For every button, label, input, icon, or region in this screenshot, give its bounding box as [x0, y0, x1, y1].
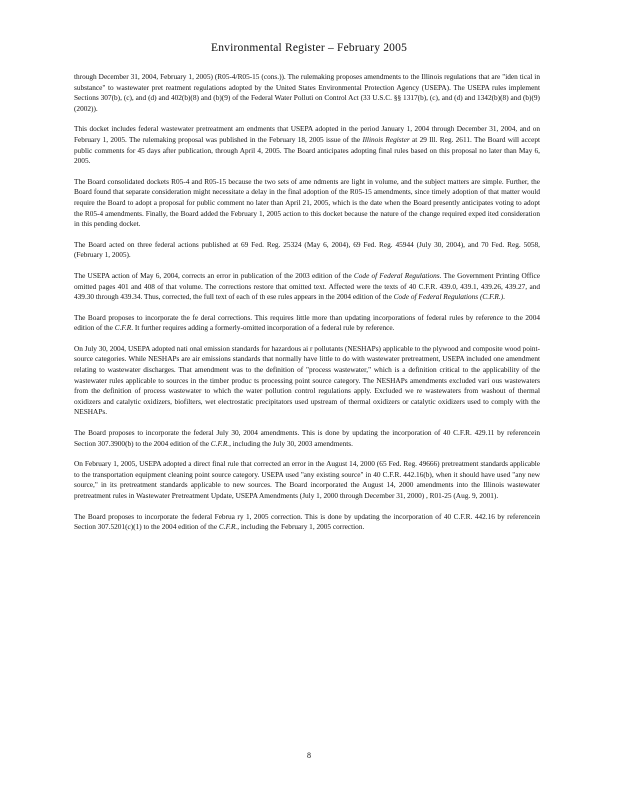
paragraph-text: On February 1, 2005, USEPA adopted a direct final rule that corrected an error in the August 14, 2000 (65 Fed. Reg. 49666) pretreatment standards applicable to the transportation equipment cleaning point source category. USEPA used "any existing source" in 40 C.F.R. 442.16(b), when it should have used "any new source," in its pretreatment standards applicable to new sources. The Board incorporated the August 14, 2000 amendments into the Illinois wastewater pretreatment rules in Wastewater Pretreatment Update, USEPA Amendments (July 1, 2000 through December 31, 2000) , R01-25 (Aug. 9, 2001).	[74, 459, 540, 500]
paragraph	[74, 240, 540, 261]
paragraph	[74, 459, 540, 501]
paragraph	[74, 344, 540, 418]
paragraph-text: The Board acted on three federal actions published at 69 Fed. Reg. 25324 (May 6, 2004), 69 Fed. Reg. 45944 (July 30, 2004), and 70 Fed. Reg. 5058, (February 1, 2005).	[74, 239, 540, 260]
paragraph	[74, 313, 540, 334]
paragraph-text: . It further requires adding a formerly-omitted incorporation of a federal rule by reference.	[131, 323, 395, 333]
document-body	[74, 72, 540, 543]
paragraph	[74, 72, 540, 114]
paragraph	[74, 177, 540, 230]
paragraph-text: This docket includes federal wastewater pretreatment am endments that USEPA adopted in the period January 1, 2004 through December 31, 2004, and on February 1, 2005. The rulemaking proposal was published in the February 18, 2005 issue of the	[74, 124, 540, 144]
italic-citation: Illinois Register	[362, 134, 410, 144]
paragraph-text: On July 30, 2004, USEPA adopted nati onal emission standards for hazardous ai r pollutants (NESHAPs) applicable to the plywood and composite wood point-source categories. While NESHAPs are air emissions standards that normally have little to do with wastewater pretreatment, USEPA included one amendment relating to wastewater discharges. That amendment was to the definition of "process wastewater," which is a definition critical to the applicability of the wastewater rules applicable to sources in the timber produc ts processing point source category. The NESHAPs amendments excluded vari ous wastewaters from the definition of process wastewater to which the water pollution control regulations apply. Excluded we re wastewaters from washout of thermal oxidizers and catalytic oxidizers, biofilters, wet electrostatic precipitators used upstream of thermal oxidizers or catalytic oxidizers used to comply with the NESHAPs.	[74, 343, 540, 417]
paragraph-text: .	[503, 292, 505, 302]
italic-citation: C.F.R.	[210, 438, 230, 448]
italic-citation: Code of Federal Regulations (C.F.R.)	[393, 292, 504, 302]
paragraph-text: through December 31, 2004, February 1, 2005) (R05-4/R05-15 (cons.)). The rulemaking proposes amendments to the Illinois regulations that are "iden tical in substance" to wastewater pret reatment regulations adopted by the United States Environmental Protection Agency (USEPA). The USEPA rules implement Sections 307(b), (c), and (d) and 402(b)(8) and (b)(9) of the Federal Water Polluti on Control Act (33 U.S.C. §§ 1317(b), (c), and (d) and 1342(b)(8) and (b)(9) (2002)).	[74, 72, 540, 113]
paragraph-text: . The Government Printing Office omitted pages 401 and 408 of that volume. The corrections restore that omitted text. Affected were the texts of 40 C.F.R. 439.0, 439.1, 439.26, 439.27, and 439.30 through 439.34. Thus, corrected, the full text of each of th ese rules appears in the 2004 edition of the	[74, 270, 540, 302]
paragraph	[74, 124, 540, 166]
paragraph-text: at 29 Ill. Reg. 2611. The Board will accept public comments for 45 days after publication, through April 4, 2005. The Board anticipates adopting final rules based on this proposal no later than May 6, 2005.	[74, 134, 541, 166]
italic-citation: Code of Federal Regulations	[353, 270, 440, 280]
paragraph-text: The Board proposes to incorporate the fe deral corrections. This requires little more than updating incorporations of federal rules by reference to the 2004 edition of the	[74, 312, 540, 333]
paragraph-text: , including the February 1, 2005 correction.	[237, 522, 365, 532]
paragraph-text: The Board proposes to incorporate the federal July 30, 2004 amendments. This is done by updating the incorporation of 40 C.F.R. 429.11 by referencein Section 307.3900(b) to the 2004 edition of the	[74, 428, 540, 448]
italic-citation: C.F.R.	[218, 522, 238, 532]
paragraph	[74, 428, 540, 449]
paragraph-text: The Board proposes to incorporate the federal Februa ry 1, 2005 correction. This is done by updating the incorporation of 40 C.F.R. 442.16 by referencein Section 307.5201(c)(1) to the 2004 edition of the	[74, 511, 540, 532]
page-number: 8	[307, 751, 311, 760]
italic-citation: C.F.R	[114, 323, 132, 333]
paragraph-text: The Board consolidated dockets R05-4 and R05-15 because the two sets of ame ndments are light in volume, and the subject matters are simple. Further, the Board found that separate consideration might necessitate a delay in the final adoption of the R05-15 amendments, since timely adoption of that matter would require the Board to adopt a proposal for public comment no later than April 21, 2005, which is the date when the Board presently anticipates voting to adopt the R05-4 amendments. Finally, the Board added the February 1, 2005 action to this docket because the nature of the change required exped ited consideration in this pending docket.	[74, 176, 540, 229]
paragraph-text: The USEPA action of May 6, 2004, corrects an error in publication of the 2003 edition of the	[74, 270, 354, 280]
paragraph-text: , including the July 30, 2003 amendments.	[229, 438, 353, 448]
paragraph	[74, 271, 540, 303]
page-header: Environmental Register – February 2005	[210, 42, 408, 54]
paragraph	[74, 512, 540, 533]
